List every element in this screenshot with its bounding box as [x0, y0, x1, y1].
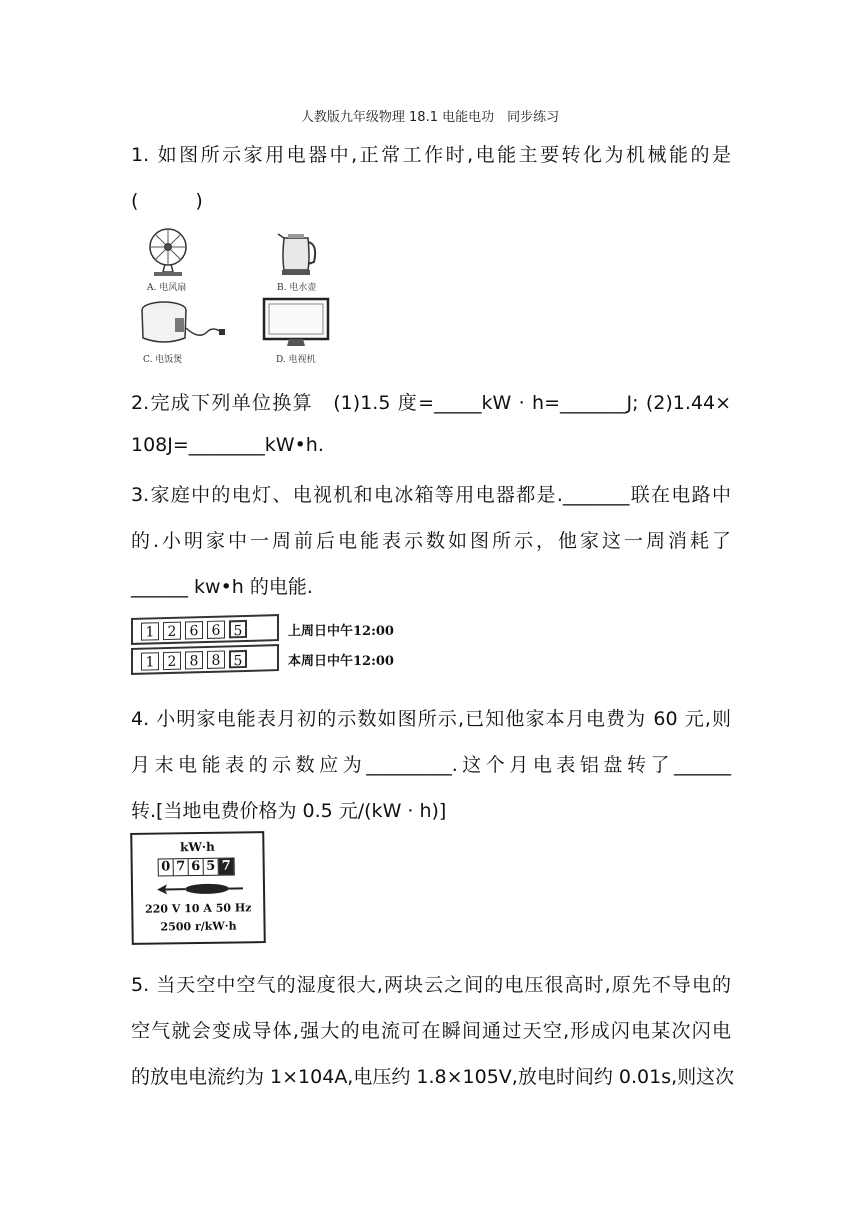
question-5-line-2: 空气就会变成导体,强大的电流可在瞬间通过天空,形成闪电某次闪电 [131, 1020, 731, 1042]
meter-digit: 7 [174, 859, 189, 875]
reading-label-last-week: 上周日中午12:00 [288, 624, 394, 639]
reading-digit-decimal: 5 [229, 649, 247, 667]
question-5-line-3: 的放电电流约为 1×104A,电压约 1.8×105V,放电时间约 0.01s,则这次 [131, 1066, 735, 1088]
appliances-figure [131, 222, 361, 367]
reading-label-this-week: 本周日中午12:00 [288, 654, 394, 669]
reading-digit: 6 [185, 621, 203, 639]
option-a-label: A. 电风扇 [147, 283, 187, 293]
electric-fan-icon [143, 226, 193, 278]
rice-cooker-icon [137, 298, 227, 348]
meter-digit-window [158, 857, 235, 876]
electric-kettle-icon [274, 228, 320, 278]
page-title: 人教版九年级物理 18.1 电能电功 同步练习 [300, 110, 560, 125]
question-4-line-3: 转.[当地电费价格为 0.5 元/(kW · h)] [131, 800, 447, 822]
reading-digit: 2 [163, 651, 181, 669]
meter-unit: kW·h [179, 839, 215, 855]
reading-row-this-week [131, 644, 279, 675]
electricity-meter-figure [130, 831, 266, 945]
television-icon [261, 296, 331, 350]
reading-digit: 1 [141, 652, 159, 670]
meter-spec-revolutions: 2500 r/kW·h [160, 919, 237, 934]
meter-spec-voltage: 220 V 10 A 50 Hz [144, 901, 252, 916]
question-2-line-2: 108J=________kW•h. [131, 434, 324, 456]
reading-digit-decimal: 5 [229, 619, 247, 637]
reading-digit: 1 [141, 622, 159, 640]
meter-digit: 5 [204, 859, 219, 875]
question-1-answer-blank: ( ) [131, 190, 203, 212]
question-4-line-2: 月末电能表的示数应为_________.这个月电表铝盘转了______ [131, 754, 731, 776]
meter-readings-figure [131, 612, 431, 676]
reading-digit: 8 [207, 650, 225, 668]
reading-row-last-week [131, 614, 279, 645]
question-3-line-1: 3.家庭中的电灯、电视机和电冰箱等用电器都是._______联在电路中 [131, 484, 731, 506]
option-b-label: B. 电水壶 [277, 283, 317, 293]
question-5-line-1: 5. 当天空中空气的湿度很大,两块云之间的电压很高时,原先不导电的 [131, 974, 731, 996]
question-1-line-1: 1. 如图所示家用电器中,正常工作时,电能主要转化为机械能的是 [131, 144, 731, 166]
option-c-label: C. 电饭煲 [143, 355, 183, 365]
reading-digit: 2 [163, 621, 181, 639]
meter-digit-decimal: 7 [219, 859, 234, 875]
meter-disc-arrow-icon [155, 881, 245, 896]
reading-digit: 6 [207, 620, 225, 638]
meter-digit: 6 [189, 859, 204, 875]
meter-digit: 0 [159, 859, 174, 875]
question-2-line-1: 2.完成下列单位换算 (1)1.5 度=_____kW · h=_______J; (2)1.44× [131, 392, 731, 414]
question-4-line-1: 4. 小明家电能表月初的示数如图所示,已知他家本月电费为 60 元,则 [131, 708, 731, 730]
option-d-label: D. 电视机 [276, 355, 316, 365]
question-3-line-3: ______ kw•h 的电能. [131, 576, 313, 598]
reading-digit: 8 [185, 651, 203, 669]
question-3-line-2: 的.小明家中一周前后电能表示数如图所示，他家这一周消耗了 [131, 530, 731, 552]
